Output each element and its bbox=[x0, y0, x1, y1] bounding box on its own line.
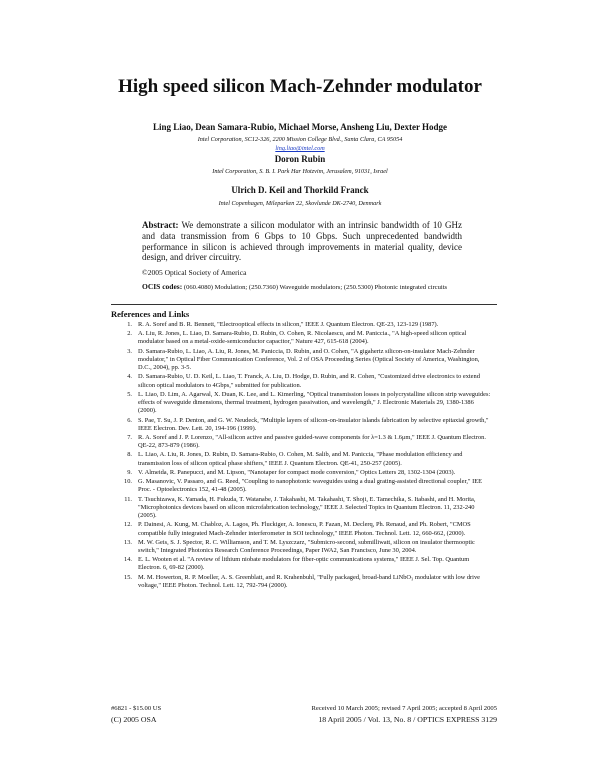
affiliation-1: Intel Corporation, SC12-326, 2200 Mission College Blvd., Santa Clara, CA 95054 bbox=[197, 136, 403, 143]
reference-number: 8. bbox=[127, 451, 132, 459]
reference-item bbox=[111, 478, 491, 494]
footer-received: Received 10 March 2005; revised 7 April 2005; accepted 8 April 2005 bbox=[311, 705, 497, 712]
reference-item bbox=[111, 469, 491, 477]
reference-item bbox=[111, 556, 491, 572]
reference-number: 3. bbox=[127, 347, 132, 355]
reference-text: S. Pae, T. Su, J. P. Denton, and G. W. Neudeck, "Multiple layers of silicon-on-insulator islands fabrication by selective epitaxial growth," IEEE Electron. Dev. Lett. 20, 194-196 (1999). bbox=[138, 416, 489, 432]
reference-text: L. Liao, D. Lim, A. Agarwal, X. Duan, K. Lee, and L. Kimerling, "Optical transmission losses in polycrystalline silicon strip waveguides: effects of waveguide dimensions, thermal treatment, hydrogen passivation, and wavelength," J. Electronic Materials 29, 1380-1386 (2000). bbox=[138, 390, 491, 415]
reference-number: 15. bbox=[124, 573, 132, 581]
reference-text: G. Masanovic, V. Passaro, and G. Reed, "Coupling to nanophotonic waveguides using a dual grating-assisted directional coupler," IEE Proc. - Optoelectronics 152, 41-48 (2005). bbox=[138, 478, 483, 494]
copyright-notice: ©2005 Optical Society of America bbox=[142, 268, 247, 277]
reference-item bbox=[111, 373, 491, 389]
reference-item bbox=[111, 521, 491, 537]
reference-number: 12. bbox=[124, 521, 132, 529]
author-line-2: Doron Rubin bbox=[274, 154, 326, 164]
reference-item bbox=[111, 391, 491, 415]
email-link[interactable]: ling.liao@intel.com bbox=[275, 145, 325, 152]
footer-journal: 18 April 2005 / Vol. 13, No. 8 / OPTICS EXPRESS 3129 bbox=[318, 715, 497, 724]
reference-text: L. Liao, A. Liu, R. Jones, D. Rubin, D. Samara-Rubio, O. Cohen, M. Salib, and M. Paniccia, "Phase modulation efficiency and transmission loss of silicon optical phase shifters," IEEE J. Quantum Electron. QE-41, 250-257 (2005). bbox=[138, 451, 463, 467]
reference-number: 11. bbox=[124, 495, 132, 503]
references-list bbox=[111, 321, 491, 591]
reference-text: P. Dainesi, A. Kung, M. Chabloz, A. Lagos, Ph. Fluckiger, A. Ionescu, P. Fazan, M. Declerq, Ph. Renaud, and Ph. Robert, "CMOS compatible fully integrated Mach-Zehnder interferometer in SOI technology," IEEE Photon. Technol. Lett. 12, 660-662, (2000). bbox=[138, 521, 471, 537]
reference-number: 9. bbox=[127, 468, 132, 476]
reference-item bbox=[111, 451, 491, 467]
footer-copyright: (C) 2005 OSA bbox=[111, 715, 157, 724]
reference-item bbox=[111, 417, 491, 433]
abstract bbox=[142, 220, 462, 263]
reference-number: 10. bbox=[124, 478, 132, 486]
reference-text: M. M. Howerton, R. P. Moeller, A. S. Greenblatt, and R. Krahenbuhl, "Fully packaged, broad-band LiNbO₃ modulator with low drive voltage," IEEE Photon. Technol. Lett. 12, 792-794 (2000). bbox=[138, 573, 480, 589]
reference-number: 14. bbox=[124, 556, 132, 564]
reference-number: 2. bbox=[127, 330, 132, 338]
author-line-1: Ling Liao, Dean Samara-Rubio, Michael Morse, Ansheng Liu, Dexter Hodge bbox=[152, 122, 448, 132]
ocis-label: OCIS codes: bbox=[142, 282, 183, 291]
reference-item bbox=[111, 496, 491, 520]
abstract-text: We demonstrate a silicon modulator with an intrinsic bandwidth of 10 GHz and data transmission from 6 Gbps to 10 Gbps. Such unprecedented bandwidth performance in silicon is achieved through improvements in material quality, device design, and driver circuitry. bbox=[142, 220, 463, 263]
reference-text: D. Samara-Rubio, L. Liao, A. Liu, R. Jones, M. Paniccia, D. Rubin, and O. Cohen, "A gigahertz silicon-on-insulator Mach-Zehnder modulator," in Optical Fiber Communication Conference, Vol. 2 of OSA Proceeding Series (Optical Society of America, Washington, D.C., 2004), pp. 3-5. bbox=[138, 347, 480, 372]
paper-title: High speed silicon Mach-Zehnder modulator bbox=[118, 76, 482, 97]
footer-price: #6821 - $15.00 US bbox=[111, 705, 162, 712]
reference-number: 13. bbox=[124, 538, 132, 546]
author-line-3: Ulrich D. Keil and Thorkild Franck bbox=[231, 185, 369, 195]
reference-text: M. W. Geis, S. J. Spector, R. C. Williamson, and T. M. Lyszczarz, "Submicro-second, submilliwatt, silicon on insulator thermooptic switch," Integrated Photonics Research Conference Proceedings, Paper IWA2, San Francisco, June 30, 2004. bbox=[138, 538, 475, 554]
reference-number: 1. bbox=[127, 321, 132, 328]
reference-text: A. Liu, R. Jones, L. Liao, D. Samara-Rubio, D. Rubin, O. Cohen, R. Nicolaescu, and M. Paniccia., "A high-speed silicon optical modulator based on a metal-oxide-semiconductor capacitor," Nature 427, 615-618 (2004). bbox=[138, 330, 467, 346]
ocis-codes bbox=[142, 283, 462, 292]
reference-item bbox=[111, 574, 491, 590]
reference-text: R. A. Soref and B. R. Bennett, "Electrooptical effects in silicon," IEEE J. Quantum Electron. QE-23, 123-129 (1987). bbox=[138, 321, 439, 328]
reference-number: 4. bbox=[127, 373, 132, 381]
reference-item bbox=[111, 348, 491, 372]
affiliation-2: Intel Corporation, S. B. I. Park Har Hotzvim, Jerusalem, 91031, Israel bbox=[212, 168, 388, 175]
reference-text: E. L. Wooten et al. "A review of lithium niobate modulators for fiber-optic communications systems," IEEE J. Sel. Top. Quantum Electron. 6, 69-82 (2000). bbox=[138, 556, 470, 572]
affiliation-3: Intel Copenhagen, Mileparken 22, Skovlunde DK-2740, Denmark bbox=[218, 200, 382, 207]
reference-text: V. Almeida, R. Panepucci, and M. Lipson, "Nanotaper for compact mode conversion," Optics Letters 28, 1302-1304 (2003). bbox=[138, 468, 456, 476]
ocis-text: (060.4080) Modulation; (250.7360) Waveguide modulators; (250.5300) Photonic integrated circuits bbox=[183, 284, 448, 291]
reference-text: D. Samara-Rubio, U. D. Keil, L. Liao, T. Franck, A. Liu, D. Hodge, D. Rubin, and R. Cohen, "Customized drive electronics to extend silicon optical modulators to 4Gbps," submitted for publication. bbox=[138, 373, 480, 389]
references-heading: References and Links bbox=[111, 309, 190, 319]
reference-number: 6. bbox=[127, 416, 132, 424]
abstract-label: Abstract: bbox=[142, 220, 179, 230]
reference-text: T. Tsuchizawa, K. Yamada, H. Fukuda, T. Watanabe, J. Takahashi, M. Takahashi, T. Shoji, E. Tamechika, S. Itabashi, and H. Morita, "Microphotonics devices based on silicon microfabrication technology," IEEE J. Selected Topics in Quantum Electron. 11, 232-240 (2005). bbox=[138, 495, 476, 520]
reference-item bbox=[111, 330, 491, 346]
reference-number: 5. bbox=[127, 390, 132, 398]
reference-number: 7. bbox=[127, 434, 132, 441]
reference-item bbox=[111, 434, 491, 450]
section-divider bbox=[111, 304, 497, 305]
reference-item bbox=[111, 539, 491, 555]
reference-text: R. A. Soref and J. P. Lorenzo, "All-silicon active and passive guided-wave components for λ=1.3 & 1.6μm," IEEE J. Quantum Electron. QE-22, 873-879 (1986). bbox=[138, 434, 486, 450]
reference-item bbox=[111, 321, 491, 329]
